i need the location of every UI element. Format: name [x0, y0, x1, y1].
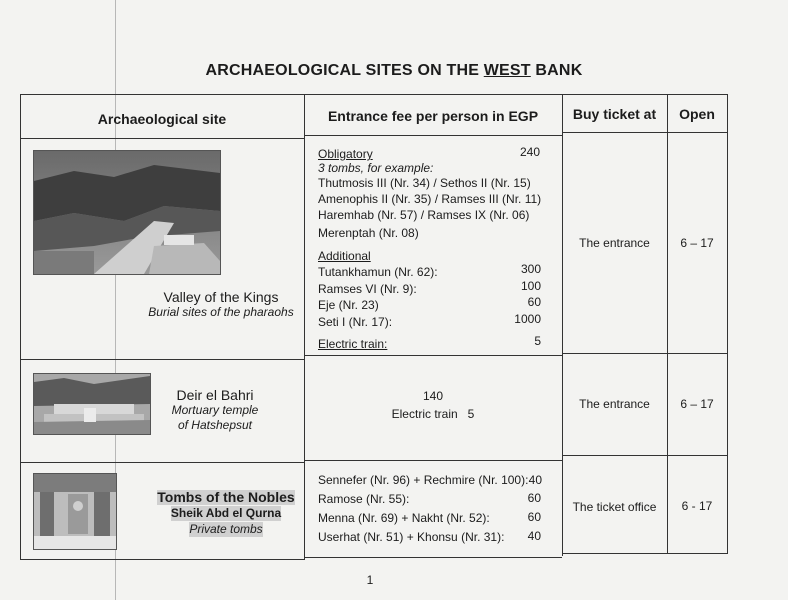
additional-tomb: Eje (Nr. 23)	[318, 298, 379, 312]
buy-ticket-location: The entrance	[579, 236, 650, 250]
noble-tomb-fee: 60	[527, 510, 541, 524]
noble-tomb-fee: 40	[528, 473, 542, 487]
deir-el-bahri-fee: 140	[422, 389, 444, 403]
site-valley-of-the-kings: Valley of the Kings Burial sites of the pharaohs	[148, 289, 294, 319]
noble-tomb: Sennefer (Nr. 96) + Rechmire (Nr. 100):	[318, 473, 529, 487]
additional-label: Additional	[318, 249, 371, 263]
example-tomb: Haremhab (Nr. 57) / Ramses IX (Nr. 06)	[318, 208, 530, 222]
example-tomb: Merenptah (Nr. 08)	[318, 226, 419, 240]
obligatory-label: Obligatory	[318, 147, 373, 161]
site-deir-el-bahri: Deir el Bahri Mortuary temple of Hatshepsut	[171, 387, 259, 432]
noble-tomb-fee: 40	[527, 529, 541, 543]
valley-of-kings-photo	[33, 150, 221, 275]
additional-fee: 60	[527, 295, 541, 309]
additional-tomb: Ramses VI (Nr. 9):	[318, 282, 417, 296]
electric-train-fee: 5	[534, 334, 541, 348]
header-site: Archaeological site	[97, 111, 227, 127]
additional-fee: 1000	[514, 312, 541, 326]
additional-fee: 100	[520, 279, 541, 293]
deir-el-bahri-photo	[33, 373, 151, 435]
additional-tomb: Seti I (Nr. 17):	[318, 315, 393, 329]
noble-tomb: Userhat (Nr. 51) + Khonsu (Nr. 31):	[318, 530, 505, 544]
obligatory-fee: 240	[519, 145, 540, 159]
noble-tomb-fee: 60	[527, 491, 541, 505]
tombs-of-nobles-photo	[33, 473, 117, 550]
opening-hours: 6 – 17	[680, 397, 714, 411]
buy-ticket-location: The entrance	[579, 397, 650, 411]
site-tombs-of-the-nobles: Tombs of the Nobles Sheik Abd el Qurna Private tombs	[157, 489, 295, 536]
example-tomb: Amenophis II (Nr. 35) / Ramses III (Nr. 11)	[318, 192, 542, 206]
example-tomb: Thutmosis III (Nr. 34) / Sethos II (Nr. 15)	[318, 176, 531, 190]
header-open: Open	[679, 106, 715, 122]
header-fee: Entrance fee per person in EGP	[327, 108, 539, 124]
header-buy: Buy ticket at	[572, 106, 657, 122]
example-note: 3 tombs, for example:	[318, 161, 434, 175]
page-title: ARCHAEOLOGICAL SITES ON THE WEST BANK	[205, 62, 583, 79]
opening-hours: 6 - 17	[681, 499, 713, 513]
additional-tomb: Tutankhamun (Nr. 62):	[318, 265, 438, 279]
opening-hours: 6 – 17	[680, 236, 714, 250]
deir-el-bahri-train: Electric train 5	[391, 407, 475, 421]
buy-ticket-location: The ticket office	[572, 500, 657, 514]
additional-fee: 300	[520, 262, 541, 276]
electric-train-label: Electric train:	[318, 337, 388, 351]
page-number: 1	[366, 573, 374, 587]
noble-tomb: Ramose (Nr. 55):	[318, 492, 410, 506]
noble-tomb: Menna (Nr. 69) + Nakht (Nr. 52):	[318, 511, 490, 525]
